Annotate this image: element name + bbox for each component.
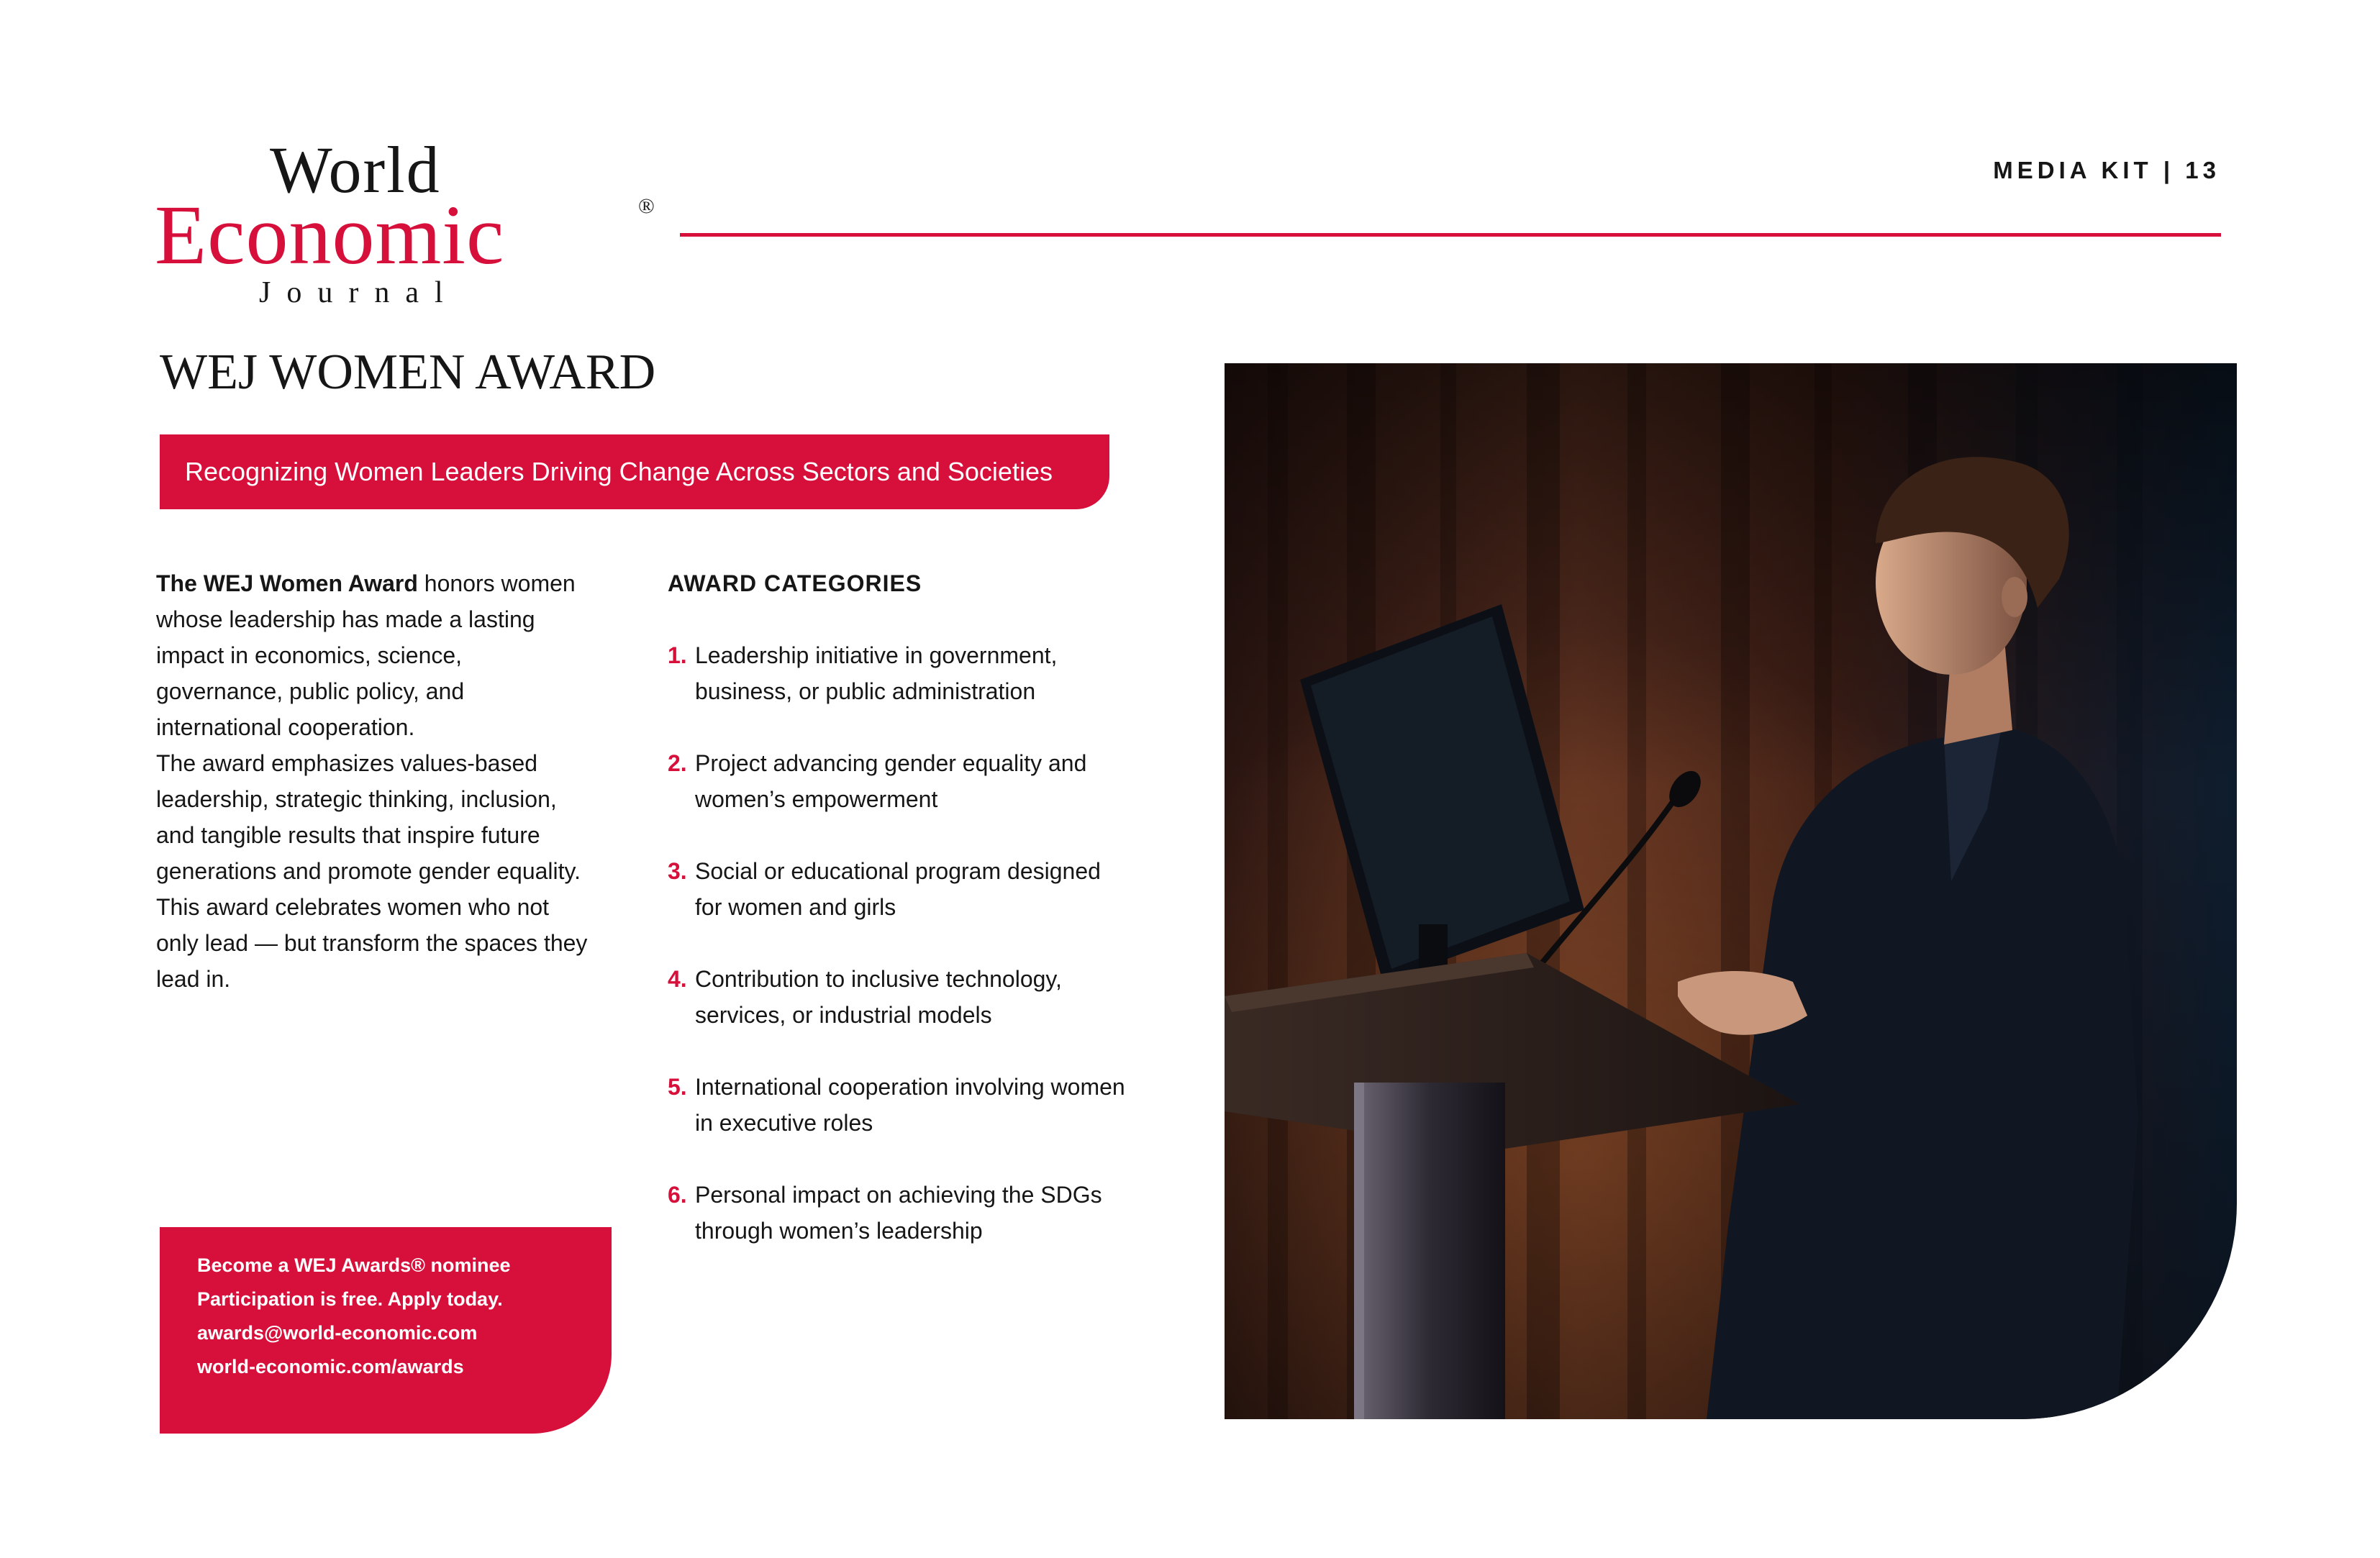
category-text: Leadership initiative in government, business, or public administration (695, 642, 1058, 704)
logo-world: World (270, 133, 441, 206)
category-item (668, 853, 1128, 925)
intro-paragraph-3: This award celebrates women who not only lead — but transform the spaces they lead in. (156, 894, 588, 992)
award-categories (668, 565, 1128, 1285)
intro-paragraph-2: The award emphasizes values-based leadership, strategic thinking, inclusion, and tangible results that inspire future generations and promote gender equality. (156, 750, 581, 884)
intro-text (156, 565, 588, 997)
callout-email-link[interactable]: awards@world-economic.com (197, 1322, 478, 1344)
speaker-photo-illustration (1225, 363, 2237, 1419)
callout-url-link[interactable]: world-economic.com/awards (197, 1356, 464, 1377)
category-item (668, 637, 1128, 709)
page-title: WEJ WOMEN AWARD (160, 345, 656, 400)
header-divider (680, 233, 2221, 237)
callout-text (197, 1249, 511, 1384)
category-item (668, 1069, 1128, 1141)
category-number: 2. (668, 750, 687, 776)
subtitle-banner (160, 434, 1109, 509)
speaker-photo (1225, 363, 2237, 1419)
intro-paragraph-1 (156, 565, 588, 745)
subtitle-banner-text: Recognizing Women Leaders Driving Change Across Sectors and Societies (185, 457, 1053, 486)
callout-participation-line: Participation is free. Apply today. (197, 1288, 503, 1310)
category-text: International cooperation involving women in executive roles (695, 1074, 1125, 1136)
category-text: Project advancing gender equality and women’s empowerment (695, 750, 1087, 812)
intro-bold-lead: The WEJ Women Award (156, 570, 418, 596)
category-text: Social or educational program designed for women and girls (695, 858, 1101, 920)
category-text: Contribution to inclusive technology, services, or industrial models (695, 966, 1062, 1028)
intro-p1-rest: honors women whose leadership has made a lasting impact in economics, science, governance, public policy, and international cooperation. (156, 570, 576, 740)
logo-economic: Economic (155, 188, 505, 282)
world-economic-journal-logo (155, 133, 673, 316)
media-kit-page-label: MEDIA KIT | 13 (1993, 157, 2220, 183)
callout-nominee-line: Become a WEJ Awards® nominee (197, 1254, 511, 1276)
award-categories-heading: AWARD CATEGORIES (668, 570, 922, 596)
category-item (668, 745, 1128, 817)
category-number: 3. (668, 858, 687, 884)
category-item (668, 1177, 1128, 1249)
category-number: 5. (668, 1074, 687, 1100)
nominee-callout (160, 1227, 612, 1434)
category-item (668, 961, 1128, 1033)
logo-registered-mark: ® (638, 194, 655, 218)
category-text: Personal impact on achieving the SDGs through women’s leadership (695, 1182, 1102, 1244)
logo-journal: Journal (259, 276, 459, 309)
category-number: 6. (668, 1182, 687, 1208)
category-number: 1. (668, 642, 687, 668)
category-number: 4. (668, 966, 687, 992)
